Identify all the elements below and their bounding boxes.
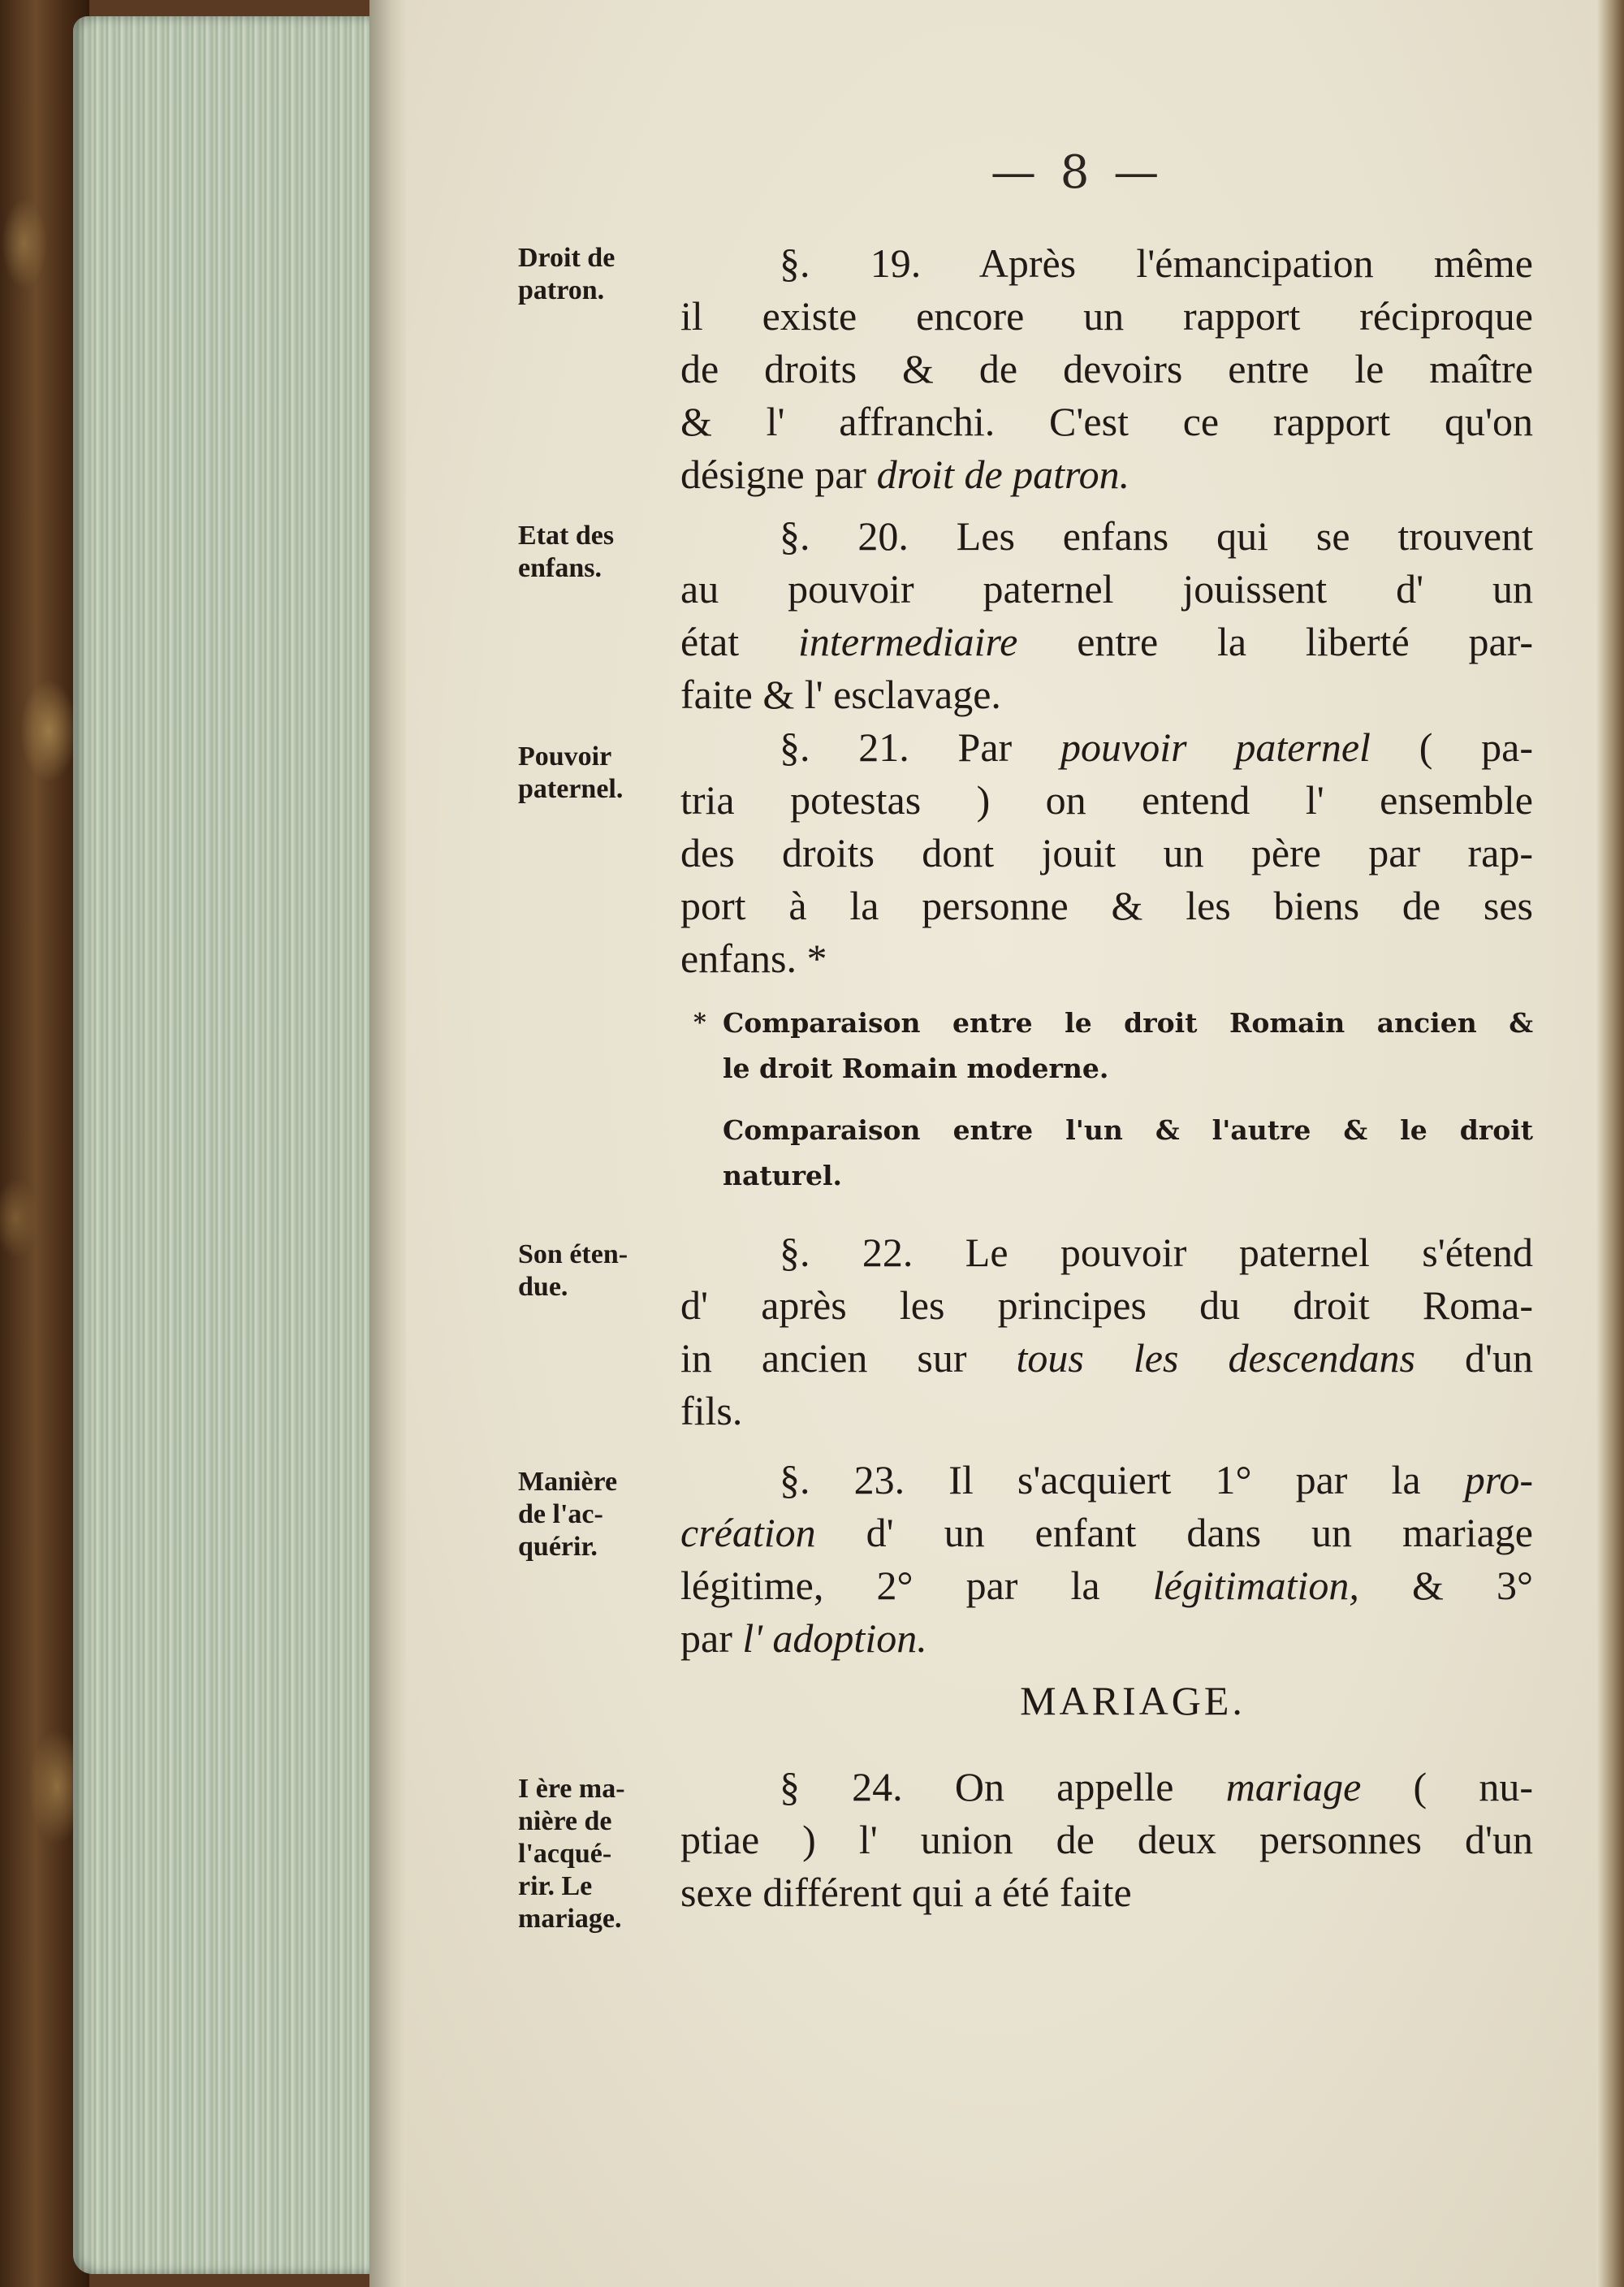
paragraph-19 [680, 237, 1533, 501]
page-gutter [369, 0, 406, 2287]
text-run: §. 20. Les enfans qui se trouvent [780, 513, 1533, 559]
text-line [680, 1814, 1533, 1866]
text-line [680, 932, 1533, 985]
margin-note-droit-de-patron: Droit de patron. [518, 243, 615, 305]
footnote-line: le droit Romain moderne. [723, 1053, 1109, 1084]
italic-text: droit de patron. [876, 452, 1130, 497]
text-line [680, 343, 1533, 396]
margin-note-etat-des-enfans: Etat des enfans. [518, 521, 615, 583]
text-run: port à la personne & les biens de ses [680, 883, 1533, 928]
text-line [680, 1279, 1533, 1332]
text-run: d' un enfant dans un mariage [815, 1510, 1533, 1555]
text-run: désigne par [680, 452, 877, 497]
footnote-line: Comparaison entre l'un & l'autre & le droit [723, 1114, 1533, 1146]
text-line [680, 1612, 1533, 1665]
page-right-edge [1596, 0, 1624, 2287]
footnote-line: Comparaison entre le droit Romain ancien & [723, 1007, 1533, 1039]
italic-text: pro- [1464, 1457, 1533, 1502]
italic-text: tous les descendans [1016, 1335, 1415, 1381]
margin-note-maniere-de-l-acquerir: Manière de l'ac- quérir. [518, 1467, 618, 1562]
paragraph-24 [680, 1761, 1533, 1919]
text-run: par [680, 1615, 743, 1661]
text-line [680, 1761, 1533, 1814]
book-page [390, 0, 1600, 2287]
text-line [680, 827, 1533, 880]
text-run: & l' affranchi. C'est ce rapport qu'on [680, 399, 1533, 444]
paragraph-21 [680, 721, 1533, 985]
italic-text: création [680, 1510, 816, 1555]
text-line [680, 1454, 1533, 1507]
text-line [680, 1866, 1533, 1919]
text-line [680, 1332, 1533, 1385]
paragraph-22 [680, 1226, 1533, 1437]
text-run: faite & l' esclavage. [680, 672, 1001, 717]
margin-note-pouvoir-paternel: Pouvoir paternel. [518, 741, 624, 804]
text-run: tria potestas ) on entend l' ensemble [680, 777, 1533, 823]
page-number: — 8 — [991, 146, 1164, 199]
text-run: fils. [680, 1388, 743, 1433]
text-run: §. 21. Par [780, 724, 1060, 770]
text-line [680, 668, 1533, 721]
text-run: des droits dont jouit un père par rap- [680, 830, 1533, 875]
text-run: ( nu- [1361, 1764, 1533, 1809]
text-run: in ancien sur [680, 1335, 1017, 1381]
text-run: au pouvoir paternel jouissent d' un [680, 566, 1533, 612]
text-line [680, 237, 1533, 290]
text-line [680, 396, 1533, 448]
page-edges [73, 16, 390, 2274]
text-run: § 24. On appelle [780, 1764, 1226, 1809]
italic-text: pouvoir paternel [1060, 724, 1371, 770]
text-line [680, 1559, 1533, 1612]
text-line [680, 880, 1533, 932]
footnote-line: naturel. [723, 1160, 843, 1191]
text-line [680, 721, 1533, 774]
text-run: de droits & de devoirs entre le maître [680, 346, 1533, 391]
text-line [680, 1226, 1533, 1279]
text-run: & 3° [1358, 1563, 1534, 1608]
footnote-marker: * [693, 1009, 706, 1037]
text-run: enfans. * [680, 936, 827, 981]
text-line [680, 448, 1533, 501]
text-run: il existe encore un rapport réciproque [680, 293, 1533, 339]
text-line [680, 1385, 1533, 1437]
text-run: entre la liberté par- [1017, 619, 1533, 664]
text-run: ( pa- [1370, 724, 1534, 770]
text-run: §. 23. Il s'acquiert 1° par la [780, 1457, 1465, 1502]
text-line [680, 563, 1533, 616]
margin-note-son-etendue: Son éten- due. [518, 1239, 628, 1302]
paragraph-20 [680, 510, 1533, 721]
text-run: d'un [1415, 1335, 1533, 1381]
text-run: sexe différent qui a été faite [680, 1870, 1132, 1915]
italic-text: mariage [1225, 1764, 1362, 1809]
text-run: d' après les principes du droit Roma- [680, 1282, 1533, 1328]
text-line [680, 510, 1533, 563]
text-run: légitime, 2° par la [680, 1563, 1153, 1608]
footnote [693, 1001, 1533, 1199]
paragraph-23 [680, 1454, 1533, 1665]
text-line [680, 774, 1533, 827]
text-run: ptiae ) l' union de deux personnes d'un [680, 1817, 1533, 1862]
text-run: §. 22. Le pouvoir paternel s'étend [780, 1230, 1533, 1275]
italic-text: intermediaire [798, 619, 1018, 664]
italic-text: légitimation, [1152, 1563, 1359, 1608]
margin-note-premiere-maniere-mariage: I ère ma- nière de l'acqué- rir. Le mariage. [518, 1774, 625, 1934]
section-heading-mariage: MARIAGE. [1020, 1678, 1246, 1723]
text-run: état [680, 619, 799, 664]
italic-text: l' adoption. [742, 1615, 927, 1661]
text-line [680, 290, 1533, 343]
text-line [680, 616, 1533, 668]
text-line [680, 1507, 1533, 1559]
text-run: §. 19. Après l'émancipation même [780, 240, 1533, 286]
